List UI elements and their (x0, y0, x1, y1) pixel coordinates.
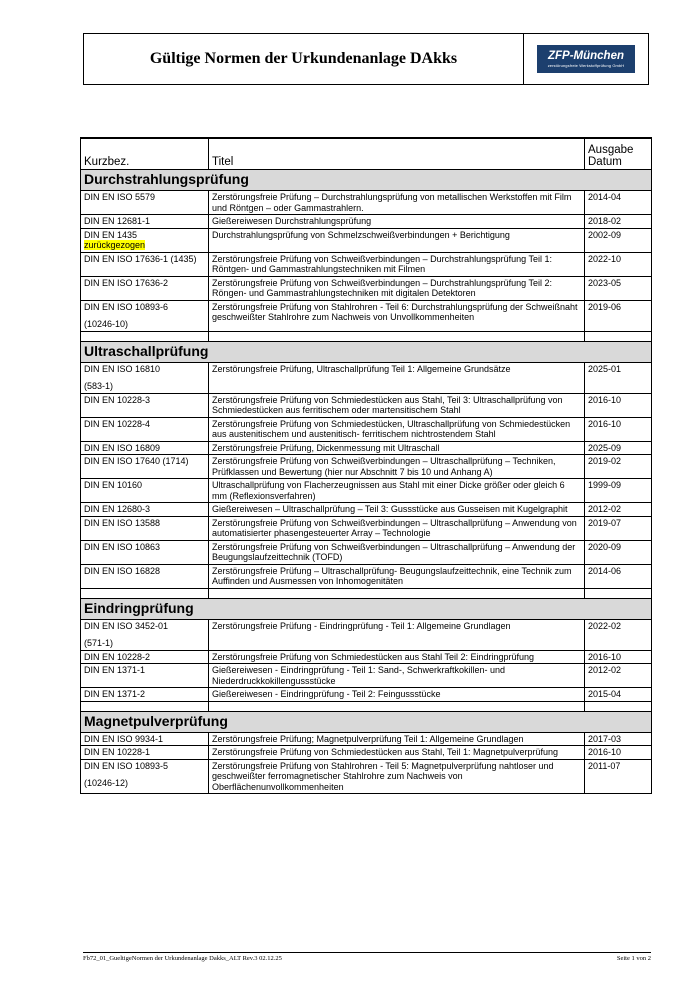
footer-document-id: Fb72_01_GueltigeNormen der Urkundenanlage Dakks_ALT Rev.3 02.12.25 (83, 955, 282, 962)
norm-code-cell (81, 564, 209, 588)
spacer-cell (585, 331, 652, 341)
norm-code: DIN EN 12680-3 (84, 504, 151, 514)
norm-code: DIN EN 10228-3 (84, 394, 151, 405)
norm-code: DIN EN ISO 17636-2 (84, 277, 169, 288)
table-row (81, 417, 652, 441)
norm-code-cell (81, 688, 209, 702)
norm-edition-date: 2025-01 (585, 362, 652, 393)
norm-title: Zerstörungsfreie Prüfung von Schmiedestücken aus Stahl, Teil 1: Magnetpulverprüfung (209, 746, 585, 760)
table-row (81, 191, 652, 215)
company-logo (537, 45, 635, 73)
former-norm-code: (583-1) (84, 381, 114, 391)
table-row (81, 516, 652, 540)
norm-code: DIN EN ISO 13588 (84, 517, 161, 528)
logo-cell (524, 34, 648, 84)
section-heading-row (81, 341, 652, 362)
norm-edition-date: 2002-09 (585, 228, 652, 252)
norm-title: Ultraschallprüfung von Flacherzeugnissen aus Stahl mit einer Dicke größer oder gleich 6 mm (Reflexionsverfahren) (209, 479, 585, 503)
norm-code: DIN EN ISO 17636-1 (1435) (84, 253, 197, 264)
logo-text: ZFP-München (547, 50, 625, 62)
norm-edition-date: 2016-10 (585, 650, 652, 664)
table-row (81, 540, 652, 564)
norm-title: Zerstörungsfreie Prüfung von Schweißverbindungen – Durchstrahlungsprüfung Teil 2: Röngen- und Gammastrahlungstechniken mit digitalen Detektoren (209, 276, 585, 300)
norm-edition-date: 2022-02 (585, 619, 652, 650)
table-row (81, 228, 652, 252)
norm-code-cell (81, 619, 209, 650)
norm-code: DIN EN ISO 5579 (84, 192, 156, 202)
table-header-row (81, 138, 652, 170)
table-row (81, 362, 652, 393)
column-header-date: Ausgabe Datum (585, 138, 652, 170)
norm-title: Zerstörungsfreie Prüfung – Durchstrahlungsprüfung von metallischen Werkstoffen mit Film und Röntgen – oder Gammastrahlern. (209, 191, 585, 215)
spacer-row (81, 588, 652, 598)
norm-code-cell (81, 191, 209, 215)
footer-divider (83, 952, 651, 953)
spacer-cell (209, 588, 585, 598)
norm-code-cell (81, 503, 209, 517)
norm-code-cell (81, 441, 209, 455)
norms-table (80, 137, 652, 794)
table-row (81, 276, 652, 300)
table-row (81, 619, 652, 650)
table-row (81, 688, 652, 702)
norm-title: Gießereiwesen – Ultraschallprüfung – Teil 3: Gussstücke aus Gusseisen mit Kugelgraphit (209, 503, 585, 517)
norm-title: Gießereiwesen - Eindringprüfung - Teil 2: Feingussstücke (209, 688, 585, 702)
footer-page-number: Seite 1 von 2 (616, 955, 651, 962)
norm-edition-date: 2016-10 (585, 417, 652, 441)
norm-code: DIN EN ISO 10863 (84, 541, 161, 552)
column-header-title: Titel (209, 138, 585, 170)
section-heading: Eindringprüfung (81, 598, 652, 619)
norm-code: DIN EN 1435 (84, 229, 138, 240)
section-heading: Durchstrahlungsprüfung (81, 170, 652, 191)
norm-title: Zerstörungsfreie Prüfung - Eindringprüfung - Teil 1: Allgemeine Grundlagen (209, 619, 585, 650)
table-row (81, 215, 652, 229)
table-row (81, 252, 652, 276)
page-title: Gültige Normen der Urkundenanlage DAkks (84, 34, 524, 84)
norm-code: DIN EN ISO 10893-5 (84, 760, 169, 771)
table-row (81, 300, 652, 331)
norm-code: DIN EN 10228-2 (84, 651, 151, 662)
norm-edition-date: 2019-07 (585, 516, 652, 540)
former-norm-code: (10246-12) (84, 778, 129, 788)
norm-code: DIN EN 12681-1 (84, 216, 151, 226)
norm-title: Gießereiwesen - Eindringprüfung - Teil 1: Sand-, Schwerkraftkokillen- und Niederdruckkokillengussstücke (209, 664, 585, 688)
norm-edition-date: 2018-02 (585, 215, 652, 229)
norm-code-cell (81, 393, 209, 417)
norm-title: Zerstörungsfreie Prüfung von Schweißverbindungen – Ultraschallprüfung – Techniken, Prüfklassen und Bewertung (hier nur Abschnitt 7 bis 10 und Anhang A) (209, 455, 585, 479)
spacer-cell (81, 331, 209, 341)
norm-code: DIN EN ISO 16810 (84, 363, 161, 374)
column-header-code: Kurzbez. (81, 138, 209, 170)
norm-edition-date: 2022-10 (585, 252, 652, 276)
norm-code-cell (81, 362, 209, 393)
table-row (81, 564, 652, 588)
spacer-cell (585, 701, 652, 711)
former-norm-code: (10246-10) (84, 319, 129, 329)
norm-code: DIN EN ISO 17640 (1714) (84, 456, 189, 466)
section-heading-row (81, 711, 652, 732)
norm-code-cell (81, 276, 209, 300)
norm-code-cell (81, 417, 209, 441)
section-heading-row (81, 598, 652, 619)
norm-code-cell (81, 759, 209, 794)
norm-code-cell (81, 650, 209, 664)
norm-code: DIN EN ISO 16828 (84, 565, 161, 576)
spacer-row (81, 331, 652, 341)
norm-code-cell (81, 228, 209, 252)
norm-code: DIN EN 1371-1 (84, 665, 146, 675)
table-row (81, 746, 652, 760)
norm-edition-date: 2016-10 (585, 393, 652, 417)
norm-edition-date: 2014-04 (585, 191, 652, 215)
norm-code: DIN EN 10228-1 (84, 747, 151, 757)
norm-edition-date: 2019-06 (585, 300, 652, 331)
spacer-cell (81, 701, 209, 711)
norm-title: Zerstörungsfreie Prüfung von Stahlrohren - Teil 6: Durchstrahlungsprüfung der Schweißnaht geschweißter Stahlrohre zum Nachweis von Unvollkommenheiten (209, 300, 585, 331)
norm-code: DIN EN ISO 3452-01 (84, 620, 169, 631)
table-row (81, 479, 652, 503)
norm-edition-date: 2023-05 (585, 276, 652, 300)
norm-edition-date: 2014-06 (585, 564, 652, 588)
norm-code: DIN EN ISO 9934-1 (84, 733, 164, 744)
spacer-cell (209, 701, 585, 711)
spacer-row (81, 701, 652, 711)
table-row (81, 503, 652, 517)
spacer-cell (585, 588, 652, 598)
norm-edition-date: 2019-02 (585, 455, 652, 479)
norm-edition-date: 2016-10 (585, 746, 652, 760)
norm-title: Zerstörungsfreie Prüfung, Ultraschallprüfung Teil 1: Allgemeine Grundsätze (209, 362, 585, 393)
norms-table-body (81, 138, 652, 794)
norm-title: Zerstörungsfreie Prüfung von Stahlrohren - Teil 5: Magnetpulverprüfung nahtloser und geschweißter ferromagnetischer Stahlrohre zum Nachweis von Oberflächenunvollkommenheiten (209, 759, 585, 794)
table-row (81, 732, 652, 746)
section-heading: Ultraschallprüfung (81, 341, 652, 362)
norm-edition-date: 2025-09 (585, 441, 652, 455)
norm-title: Durchstrahlungsprüfung von Schmelzschweißverbindungen + Berichtigung (209, 228, 585, 252)
norm-title: Gießereiwesen Durchstrahlungsprüfung (209, 215, 585, 229)
table-row (81, 664, 652, 688)
table-row (81, 650, 652, 664)
norm-title: Zerstörungsfreie Prüfung von Schweißverbindungen – Durchstrahlungsprüfung Teil 1: Röntgen- und Gammastrahlungstechniken mit Filmen (209, 252, 585, 276)
norm-code: DIN EN ISO 10893-6 (84, 301, 169, 312)
norm-code-cell (81, 455, 209, 479)
norm-code-cell (81, 540, 209, 564)
section-heading: Magnetpulverprüfung (81, 711, 652, 732)
spacer-cell (81, 588, 209, 598)
norm-code-cell (81, 746, 209, 760)
norm-edition-date: 1999-09 (585, 479, 652, 503)
former-norm-code: (571-1) (84, 638, 114, 648)
norm-code: DIN EN 10160 (84, 480, 143, 490)
norm-code: DIN EN ISO 16809 (84, 442, 161, 453)
norm-edition-date: 2020-09 (585, 540, 652, 564)
table-row (81, 455, 652, 479)
table-row (81, 441, 652, 455)
norm-code: DIN EN 10228-4 (84, 418, 151, 429)
norm-code-cell (81, 732, 209, 746)
norm-title: Zerstörungsfreie Prüfung von Schmiedestücken aus Stahl, Teil 3: Ultraschallprüfung von Schmiedestücken aus ferritischem oder martensitischem Stahl (209, 393, 585, 417)
norm-edition-date: 2015-04 (585, 688, 652, 702)
norm-edition-date: 2012-02 (585, 503, 652, 517)
logo-subtext: zerstörungsfreie Werkstoffprüfung GmbH (547, 63, 625, 68)
norm-code-cell (81, 516, 209, 540)
norm-title: Zerstörungsfreie Prüfung von Schweißverbindungen – Ultraschallprüfung – Anwendung von automatisierter phasengesteuerter Array – Technologie (209, 516, 585, 540)
table-row (81, 393, 652, 417)
norm-title: Zerstörungsfreie Prüfung von Schmiedestücken, Ultraschallprüfung von Schmiedestücken aus austenitischem und austenitisch- ferritischem nichtrostendem Stahl (209, 417, 585, 441)
spacer-cell (209, 331, 585, 341)
norm-code: DIN EN 1371-2 (84, 689, 146, 699)
norm-code-cell (81, 664, 209, 688)
norm-code-cell (81, 479, 209, 503)
table-row (81, 759, 652, 794)
norm-edition-date: 2011-07 (585, 759, 652, 794)
norm-title: Zerstörungsfreie Prüfung von Schmiedestücken aus Stahl Teil 2: Eindringprüfung (209, 650, 585, 664)
norm-edition-date: 2017-03 (585, 732, 652, 746)
norm-code-cell (81, 300, 209, 331)
withdrawn-note: zurückgezogen (84, 240, 146, 250)
norm-title: Zerstörungsfreie Prüfung; Magnetpulverprüfung Teil 1: Allgemeine Grundlagen (209, 732, 585, 746)
document-header (83, 33, 649, 85)
norm-code-cell (81, 215, 209, 229)
norm-edition-date: 2012-02 (585, 664, 652, 688)
norm-title: Zerstörungsfreie Prüfung – Ultraschallprüfung- Beugungslaufzeittechnik, eine Technik zum Auffinden und Ausmessen von Inhomogenitäten (209, 564, 585, 588)
norm-code-cell (81, 252, 209, 276)
norm-title: Zerstörungsfreie Prüfung von Schweißverbindungen – Ultraschallprüfung – Anwendung der Beugungslaufzeittechnik (TOFD) (209, 540, 585, 564)
norm-title: Zerstörungsfreie Prüfung, Dickenmessung mit Ultraschall (209, 441, 585, 455)
section-heading-row (81, 170, 652, 191)
